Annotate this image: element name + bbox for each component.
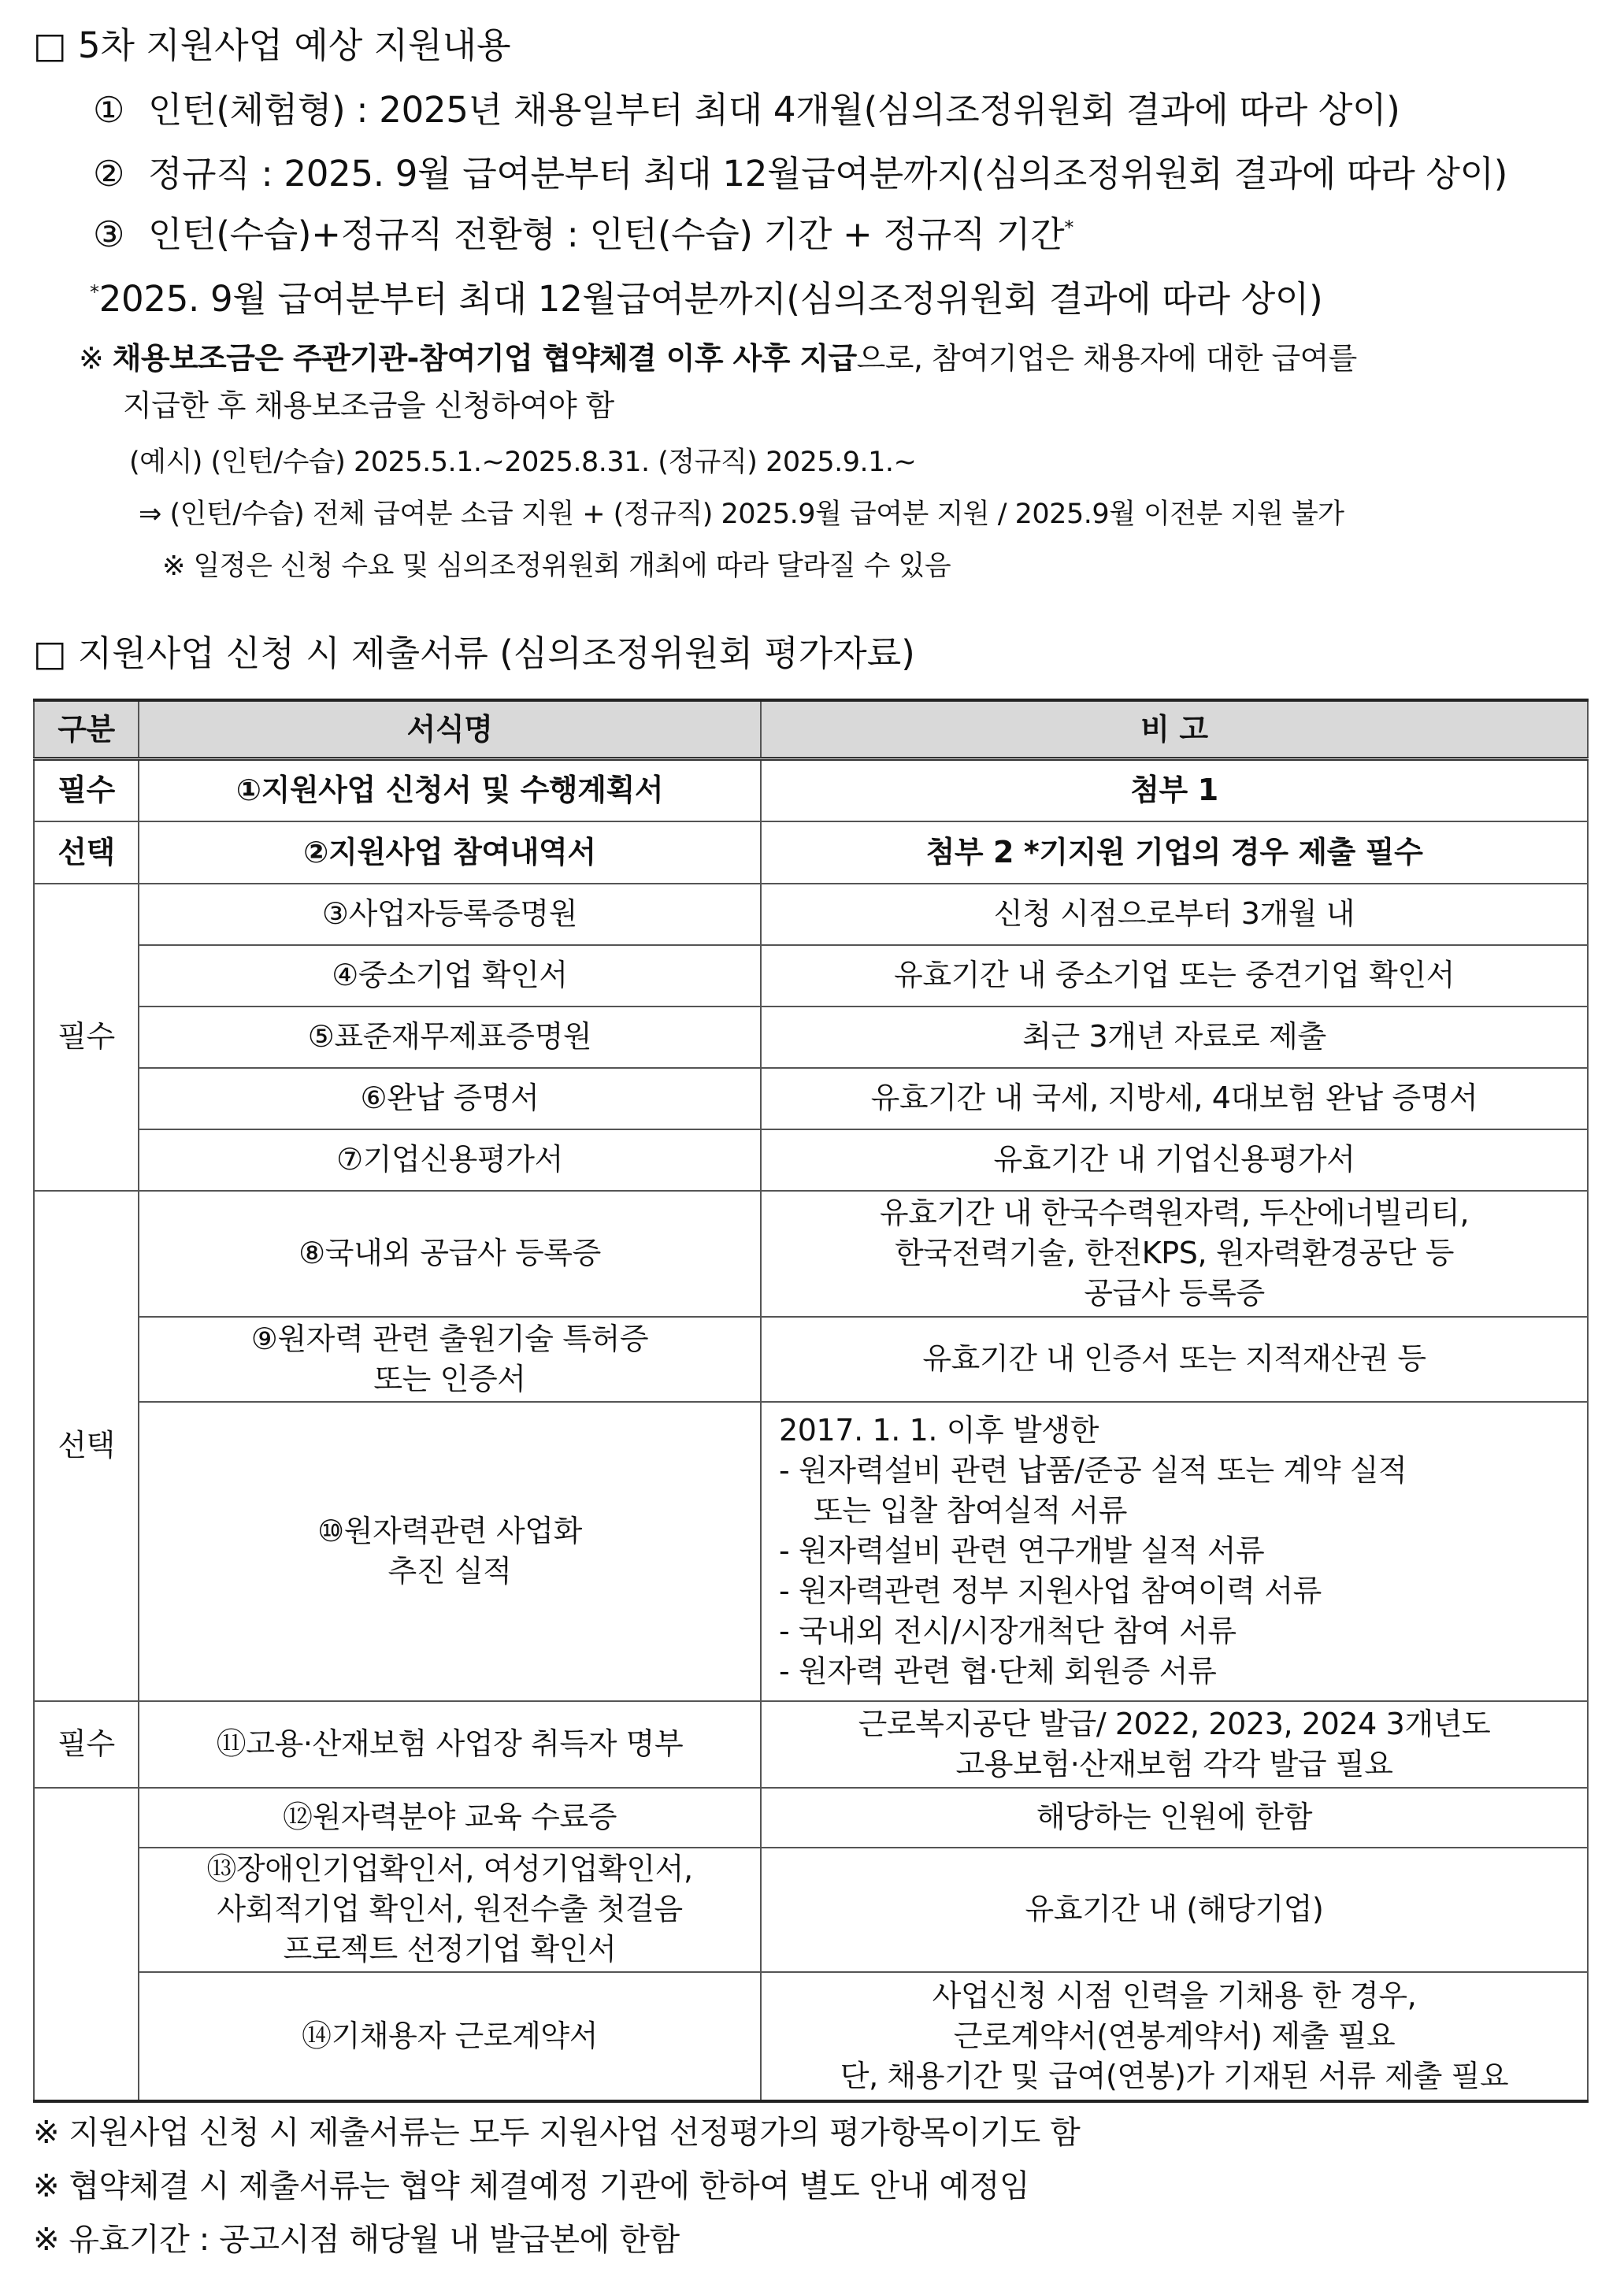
- footnote-line: [90, 276, 1322, 323]
- item-text: 인턴(체험형) : 2025년 채용일부터 최대 4개월(심의조정위원회 결과에 따라 상이): [148, 89, 1400, 131]
- remarks-line: 사업신청 시점 인력을 기채용 한 경우,: [932, 1978, 1417, 2013]
- row-form: ③사업자등록증명원: [139, 884, 761, 945]
- table-row: [34, 1129, 1588, 1191]
- row-remarks: [761, 1402, 1588, 1701]
- remarks-bullet: - 원자력 관련 협·단체 회원증 서류: [779, 1654, 1217, 1689]
- form-line: 추진 실적: [387, 1553, 512, 1589]
- row-remarks: 첨부 2 *기지원 기업의 경우 제출 필수: [761, 821, 1588, 884]
- item-number: ②: [93, 153, 125, 195]
- form-line: ⑩원자력관련 사업화: [317, 1513, 582, 1548]
- header-category: 구분: [34, 700, 139, 759]
- row-remarks: [761, 1191, 1588, 1317]
- row-remarks: 최근 3개년 자료로 제출: [761, 1007, 1588, 1068]
- notice-bold: 채용보조금은 주관기관-참여기업 협약체결 이후 사후 지급: [112, 341, 857, 376]
- notice-rest: 으로, 참여기업은 채용자에 대한 급여를: [856, 341, 1357, 376]
- row-remarks: 유효기간 내 인증서 또는 지적재산권 등: [761, 1317, 1588, 1402]
- remarks-line: 공급사 등록증: [1084, 1276, 1265, 1311]
- header-form: 서식명: [139, 700, 761, 759]
- footnote-1: ※ 지원사업 신청 시 제출서류는 모두 지원사업 선정평가의 평가항목이기도 함: [33, 2115, 1081, 2151]
- row-remarks: 유효기간 내 기업신용평가서: [761, 1129, 1588, 1191]
- table-row: [34, 1191, 1588, 1317]
- table-row: [34, 1701, 1588, 1788]
- table-row: [34, 1068, 1588, 1129]
- item-number: ①: [93, 89, 125, 131]
- support-item-3: [93, 211, 1073, 258]
- table-row: [34, 1317, 1588, 1402]
- table-row: [34, 884, 1588, 945]
- row-form: ⑪고용·산재보험 사업장 취득자 명부: [139, 1701, 761, 1788]
- row-form: ⑦기업신용평가서: [139, 1129, 761, 1191]
- row-remarks: [761, 1701, 1588, 1788]
- table-header-row: [34, 700, 1588, 759]
- form-line: 또는 인증서: [373, 1361, 526, 1396]
- remarks-line: 단, 채용기간 및 급여(연봉)가 기재된 서류 제출 필요: [840, 2058, 1509, 2093]
- form-line: ⑬장애인기업확인서, 여성기업확인서,: [206, 1852, 693, 1886]
- item-number: ③: [93, 213, 125, 255]
- header-remarks: 비 고: [761, 700, 1588, 759]
- remarks-bullet: - 원자력관련 정부 지원사업 참여이력 서류: [779, 1574, 1322, 1608]
- remarks-bullet: - 국내외 전시/시장개척단 참여 서류: [779, 1614, 1237, 1648]
- footnote-2: ※ 협약체결 시 제출서류는 협약 체결예정 기관에 한하여 별도 안내 예정임: [33, 2168, 1030, 2204]
- notice-line-2: 지급한 후 채용보조금을 신청하여야 함: [123, 388, 614, 423]
- row-remarks: 신청 시점으로부터 3개월 내: [761, 884, 1588, 945]
- table-row: [34, 945, 1588, 1007]
- group-category-optional: 선택: [34, 1191, 139, 1701]
- notice-mark: ※: [79, 341, 104, 376]
- row-remarks: 유효기간 내 국세, 지방세, 4대보험 완납 증명서: [761, 1068, 1588, 1129]
- example-line: (예시) (인턴/수습) 2025.5.1.~2025.8.31. (정규직) 2025.9.1.~: [129, 447, 917, 478]
- section1-title: □ 5차 지원사업 예상 지원내용: [33, 24, 511, 66]
- row-form: ⑧국내외 공급사 등록증: [139, 1191, 761, 1317]
- support-item-1: [93, 87, 1400, 134]
- item-text: 인턴(수습)+정규직 전환형 : 인턴(수습) 기간 + 정규직 기간: [148, 213, 1065, 255]
- remarks-line: 근로복지공단 발급/ 2022, 2023, 2024 3개년도: [858, 1706, 1491, 1741]
- row-category: 필수: [34, 1701, 139, 1788]
- arrow-line: ⇒ (인턴/수습) 전체 급여분 소급 지원 + (정규직) 2025.9월 급여분 지원 / 2025.9월 이전분 지원 불가: [139, 499, 1344, 530]
- table-row: [34, 1788, 1588, 1848]
- row-form: ⑥완납 증명서: [139, 1068, 761, 1129]
- table-row: [34, 1972, 1588, 2101]
- table-row: [34, 1402, 1588, 1701]
- row-form: ⑫원자력분야 교육 수료증: [139, 1788, 761, 1848]
- row-remarks: 해당하는 인원에 한함: [761, 1788, 1588, 1848]
- row-category: 필수: [34, 759, 139, 821]
- row-remarks: 유효기간 내 중소기업 또는 중견기업 확인서: [761, 945, 1588, 1007]
- section2-title: □ 지원사업 신청 시 제출서류 (심의조정위원회 평가자료): [33, 632, 915, 674]
- group-category-required: 필수: [34, 884, 139, 1191]
- table-row: [34, 759, 1588, 821]
- remarks-line: 고용보험·산재보험 각각 발급 필요: [955, 1746, 1393, 1781]
- row-form: ①지원사업 신청서 및 수행계획서: [139, 759, 761, 821]
- form-line: 프로젝트 선정기업 확인서: [283, 1932, 617, 1967]
- remarks-bullet: - 원자력설비 관련 연구개발 실적 서류: [779, 1533, 1265, 1568]
- table-row: [34, 1848, 1588, 1972]
- remarks-bullet: - 원자력설비 관련 납품/준공 실적 또는 계약 실적: [779, 1453, 1407, 1488]
- schedule-note: ※ 일정은 신청 수요 및 심의조정위원회 개최에 따라 달라질 수 있음: [162, 551, 951, 582]
- remarks-line: 근로계약서(연봉계약서) 제출 필요: [953, 2018, 1396, 2053]
- remarks-bullet-cont: 또는 입찰 참여실적 서류: [814, 1493, 1128, 1528]
- group-category-blank: [34, 1788, 139, 2101]
- remarks-line: 한국전력기술, 한전KPS, 원자력환경공단 등: [894, 1236, 1455, 1270]
- footnote-3: ※ 유효기간 : 공고시점 해당월 내 발급본에 한함: [33, 2222, 680, 2258]
- form-line: 사회적기업 확인서, 원전수출 첫걸음: [217, 1892, 683, 1926]
- row-remarks: [761, 1972, 1588, 2101]
- remarks-line: 유효기간 내 한국수력원자력, 두산에너빌리티,: [879, 1196, 1470, 1230]
- item-text: 정규직 : 2025. 9월 급여분부터 최대 12월급여분까지(심의조정위원회 결과에 따라 상이): [148, 153, 1508, 195]
- row-form: [139, 1848, 761, 1972]
- row-form: [139, 1402, 761, 1701]
- remarks-intro: 2017. 1. 1. 이후 발생한: [779, 1413, 1099, 1448]
- row-remarks: 첨부 1: [761, 759, 1588, 821]
- row-form: ⑤표준재무제표증명원: [139, 1007, 761, 1068]
- table-row: [34, 1007, 1588, 1068]
- row-form: ④중소기업 확인서: [139, 945, 761, 1007]
- row-category: 선택: [34, 821, 139, 884]
- table-row: [34, 821, 1588, 884]
- row-form: [139, 1317, 761, 1402]
- row-form: ②지원사업 참여내역서: [139, 821, 761, 884]
- support-item-2: [93, 150, 1507, 198]
- form-line: ⑨원자력 관련 출원기술 특허증: [250, 1321, 649, 1356]
- footnote-mark: *: [90, 281, 99, 303]
- notice-line-1: [79, 337, 1357, 380]
- documents-table: [33, 699, 1589, 2103]
- row-remarks: 유효기간 내 (해당기업): [761, 1848, 1588, 1972]
- row-form: ⑭기채용자 근로계약서: [139, 1972, 761, 2101]
- footnote-text: 2025. 9월 급여분부터 최대 12월급여분까지(심의조정위원회 결과에 따라 상이): [98, 278, 1323, 320]
- item-sup: *: [1064, 217, 1074, 239]
